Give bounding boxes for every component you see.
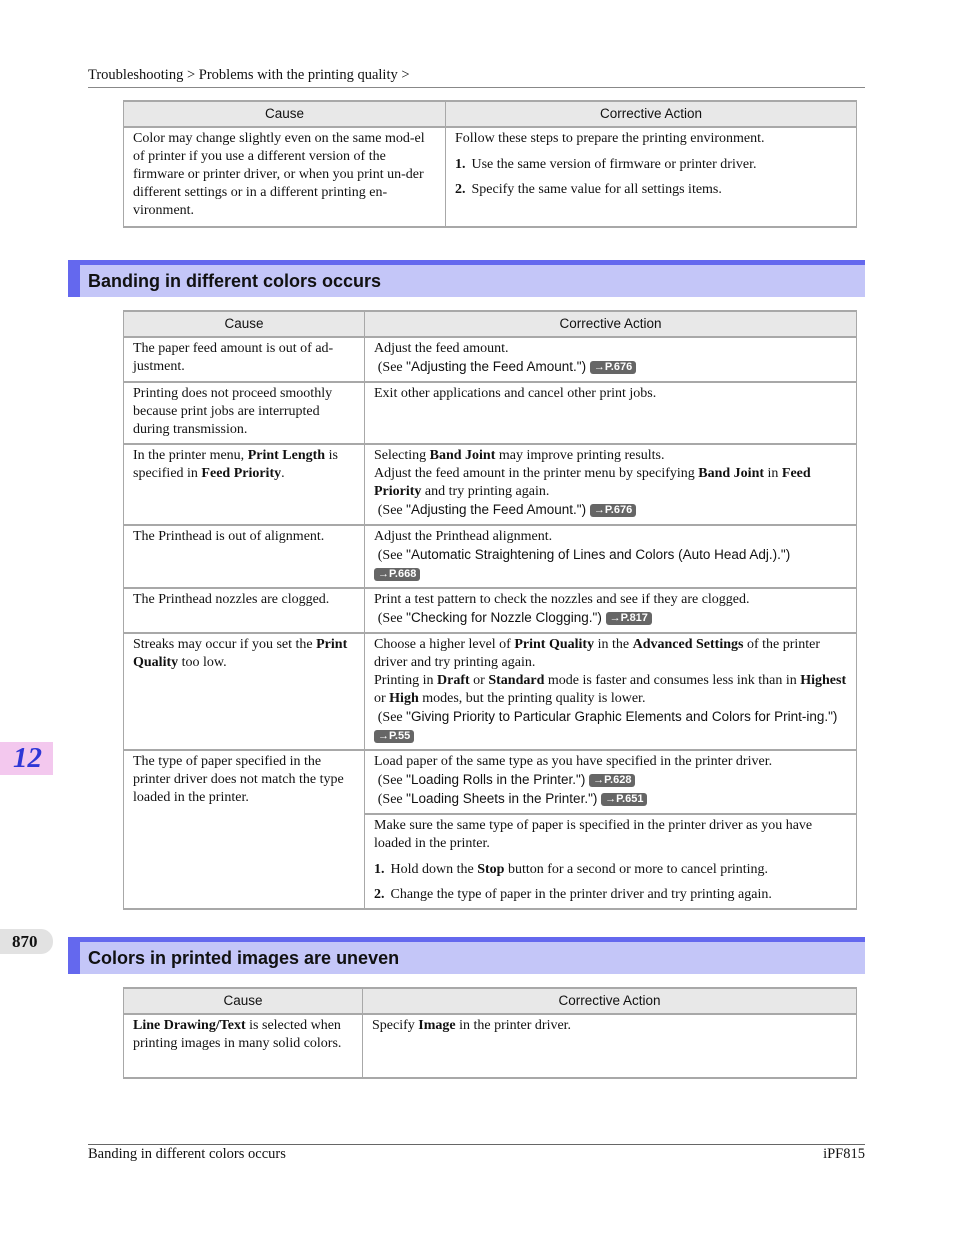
- table-banding: [123, 310, 857, 910]
- page-link-badge[interactable]: →P.676: [590, 504, 636, 517]
- chapter-tab: [0, 742, 53, 775]
- section-title: Colors in printed images are uneven: [88, 948, 400, 968]
- footer-model: iPF815: [823, 1146, 865, 1162]
- action-cell: Selecting Band Joint may improve printing results. Adjust the feed amount in the printer menu by specifying Band Joint in Feed Priority and try printing again. (See "Adjusting the Feed Amount.") →P.676: [365, 444, 857, 525]
- action-cell: Make sure the same type of paper is specified in the printer driver as you have loaded in the printer. 1. Hold down the Stop button for a second or more to cancel printing. 2. Change the type of paper in the printer driver and try printing again.: [365, 814, 857, 909]
- table-uneven: [123, 987, 857, 1079]
- see-reference: (See "Adjusting the Feed Amount.") →P.676: [374, 358, 847, 377]
- cause-cell: Printing does not proceed smoothly because print jobs are interrupted during transmission.: [124, 382, 365, 444]
- action-cell: Specify Image in the printer driver.: [363, 1014, 857, 1078]
- page-link-badge[interactable]: →P.651: [601, 793, 647, 806]
- footer-rule: [88, 1144, 865, 1145]
- col-header-cause: Cause: [124, 311, 365, 337]
- table-row: [124, 750, 857, 814]
- step-2: 2. Change the type of paper in the printer driver and try printing again.: [374, 887, 772, 902]
- table-row: [124, 444, 857, 525]
- page-link-badge[interactable]: →P.817: [606, 612, 652, 625]
- footer-section-title: Banding in different colors occurs: [88, 1146, 286, 1162]
- step-1: 1. Use the same version of firmware or printer driver.: [455, 157, 757, 172]
- chapter-number: 12: [13, 742, 42, 774]
- col-header-cause: Cause: [124, 101, 446, 127]
- action-cell: Choose a higher level of Print Quality in the Advanced Settings of the printer driver and try printing again. Printing in Draft or Standard mode is faster and consumes less ink than in Highest or High modes, but the printing quality is lower. (See "Giving Priority to Particular Graphic Elements and Colors for Print-ing.") →P.55: [365, 633, 857, 750]
- section-title: Banding in different colors occurs: [88, 271, 382, 291]
- see-reference: (See "Automatic Straightening of Lines and Colors (Auto Head Adj.).") →P.668: [374, 546, 847, 583]
- cause-cell: In the printer menu, Print Length is specified in Feed Priority.: [124, 444, 365, 525]
- action-cell: Exit other applications and cancel other print jobs.: [365, 382, 857, 444]
- action-cell: Print a test pattern to check the nozzles and see if they are clogged. (See "Checking for Nozzle Clogging.") →P.817: [365, 588, 857, 633]
- table-firmware-colors: [123, 100, 857, 228]
- see-reference: (See "Checking for Nozzle Clogging.") →P.817: [374, 609, 847, 628]
- table-row: [124, 588, 857, 633]
- page-link-badge[interactable]: →P.628: [589, 774, 635, 787]
- cause-cell: Color may change slightly even on the same mod-el of printer if you use a different version of the firmware or printer driver, or when you print un-der different settings or in a different printing en-vironment.: [124, 127, 446, 227]
- table-row: [124, 525, 857, 588]
- header-rule: [88, 87, 865, 88]
- action-cell: Load paper of the same type as you have specified in the printer driver. (See "Loading Rolls in the Printer.") →P.628 (See "Loading Sheets in the Printer.") →P.651: [365, 750, 857, 814]
- cause-cell: The Printhead nozzles are clogged.: [124, 588, 365, 633]
- col-header-action: Corrective Action: [365, 311, 857, 337]
- table-row: [124, 337, 857, 382]
- table-row: [124, 1014, 857, 1078]
- action-cell: [446, 127, 857, 227]
- see-reference: (See "Loading Rolls in the Printer.") →P.628: [374, 771, 847, 790]
- step-1: 1. Hold down the Stop button for a second or more to cancel printing.: [374, 862, 769, 877]
- table-row: [124, 127, 857, 227]
- breadcrumb: Troubleshooting > Problems with the printing quality >: [88, 67, 410, 83]
- section-heading-banding: [68, 260, 865, 297]
- col-header-action: Corrective Action: [363, 988, 857, 1014]
- section-heading-uneven: [68, 937, 865, 974]
- page-link-badge[interactable]: →P.668: [374, 568, 420, 581]
- col-header-action: Corrective Action: [446, 101, 857, 127]
- cause-cell: The type of paper specified in the printer driver does not match the type loaded in the printer.: [124, 750, 365, 909]
- action-intro: Follow these steps to prepare the printing environment.: [455, 131, 765, 146]
- see-reference: (See "Giving Priority to Particular Graphic Elements and Colors for Print-ing.") →P.55: [374, 708, 847, 745]
- page-number: 870: [12, 932, 38, 951]
- cause-cell: The paper feed amount is out of ad-justment.: [124, 337, 365, 382]
- page-link-badge[interactable]: →P.55: [374, 730, 414, 743]
- page-number-tab: [0, 929, 53, 954]
- table-row: [124, 633, 857, 750]
- cause-cell: Streaks may occur if you set the Print Quality too low.: [124, 633, 365, 750]
- step-2: 2. Specify the same value for all settings items.: [455, 182, 722, 197]
- cause-cell: The Printhead is out of alignment.: [124, 525, 365, 588]
- action-cell: Adjust the feed amount. (See "Adjusting the Feed Amount.") →P.676: [365, 337, 857, 382]
- col-header-cause: Cause: [124, 988, 363, 1014]
- page-link-badge[interactable]: →P.676: [590, 361, 636, 374]
- cause-cell: Line Drawing/Text is selected when printing images in many solid colors.: [124, 1014, 363, 1078]
- see-reference: (See "Loading Sheets in the Printer.") →P.651: [374, 790, 847, 809]
- see-reference: (See "Adjusting the Feed Amount.") →P.676: [374, 501, 847, 520]
- action-cell: Adjust the Printhead alignment. (See "Automatic Straightening of Lines and Colors (Auto Head Adj.).") →P.668: [365, 525, 857, 588]
- table-row: [124, 382, 857, 444]
